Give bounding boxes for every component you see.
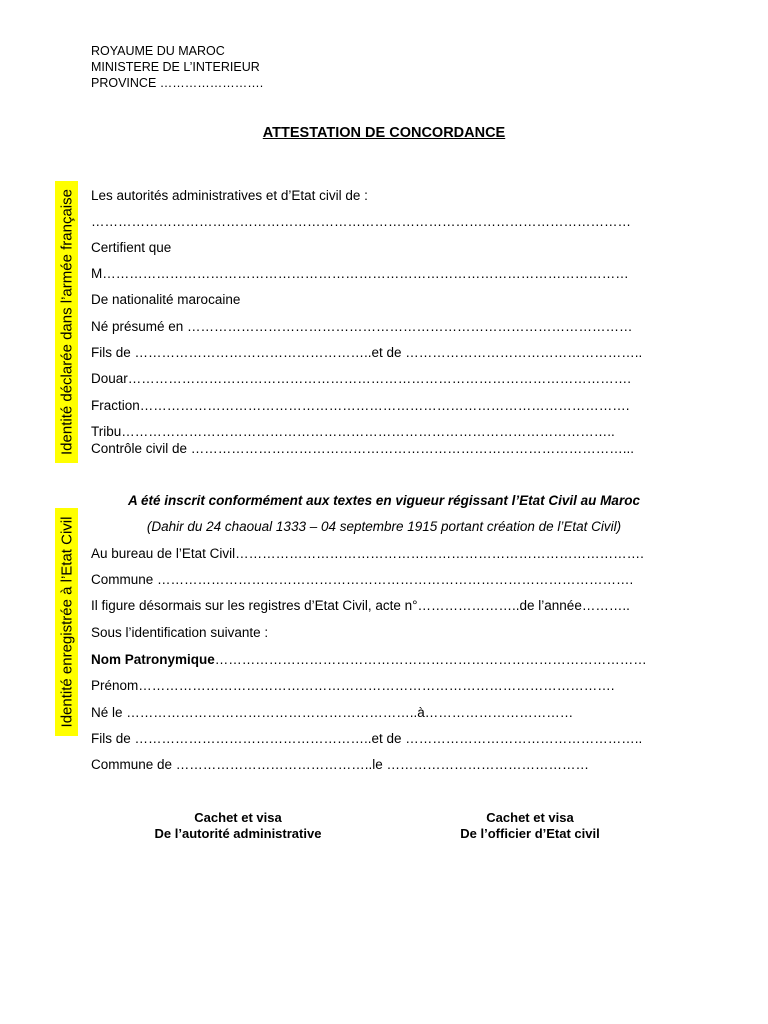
- sidebar-label-top: [55, 181, 78, 463]
- s2-identification-line: Sous l’identification suivante :: [91, 625, 269, 640]
- s2-bureau-line: Au bureau de l’Etat Civil……………………………………………………………………………….: [91, 546, 644, 561]
- s2-intro-subheading: (Dahir du 24 chaoual 1333 – 04 septembre 1915 portant création de l’Etat Civil): [146, 519, 622, 534]
- s2-parents-line: Fils de ……………………………………………..et de ……………………………………………..: [91, 731, 643, 746]
- s2-commune-date-line: Commune de ……………………………………..le ………………………………………: [91, 757, 590, 772]
- header-kingdom: ROYAUME DU MAROC: [91, 44, 225, 58]
- s2-intro-heading: A été inscrit conformément aux textes en vigueur régissant l’Etat Civil au Maroc: [128, 493, 640, 508]
- s2-firstname-line: Prénom…………………………………………………………………………………………….: [91, 678, 615, 693]
- s1-tribe-line: Tribu………………………………………………………………………………………………..: [91, 424, 615, 439]
- s2-birth-line: Né le ………………………………………………………..à……………………………: [91, 705, 574, 720]
- s1-certify-line: Certifient que: [91, 240, 172, 255]
- s1-authorities-line: Les autorités administratives et d’Etat civil de :: [91, 188, 368, 203]
- s1-civil-control-line: Contrôle civil de ……………………………………………………………………………………...: [91, 441, 635, 456]
- s2-surname-label: Nom Patronymique: [91, 652, 215, 667]
- s1-born-line: Né présumé en ………………………………………………………………………………………: [91, 319, 633, 334]
- header-province: PROVINCE …………………….: [91, 76, 264, 90]
- s2-commune-line: Commune …………………………………………………………………………………………….: [91, 572, 634, 587]
- s1-authorities-dots: …………………………………………………………………………………………………………: [91, 214, 631, 229]
- s2-surname-dots: ……………………………………………………………………………………: [214, 652, 647, 667]
- sidebar-top-text: Identité déclarée dans l’armée française: [58, 189, 75, 455]
- sidebar-bottom-text: Identité enregistrée à l’Etat Civil: [58, 516, 75, 728]
- signature-left-line2: De l’autorité administrative: [154, 826, 322, 841]
- s1-nationality-line: De nationalité marocaine: [91, 292, 241, 307]
- s2-registry-line: Il figure désormais sur les registres d’Etat Civil, acte n°…………………..de l’année………..: [91, 598, 630, 613]
- signature-right-line1: Cachet et visa: [486, 810, 574, 825]
- s1-fraction-line: Fraction……………………………………………………………………………………………….: [91, 398, 630, 413]
- s1-douar-line: Douar………………………………………………………………………………………………….: [91, 371, 632, 386]
- header-ministry: MINISTERE DE L’INTERIEUR: [91, 60, 260, 74]
- s1-parents-line: Fils de ……………………………………………..et de ……………………………………………..: [91, 345, 643, 360]
- signature-right: [410, 810, 650, 842]
- header-block: [91, 43, 263, 91]
- s2-surname-line: [91, 652, 647, 668]
- document-title: ATTESTATION DE CONCORDANCE: [262, 125, 506, 141]
- signature-right-line2: De l’officier d’Etat civil: [460, 826, 600, 841]
- s1-name-line: M………………………………………………………………………………………………………: [91, 266, 629, 281]
- signature-left: [118, 810, 358, 842]
- sidebar-label-bottom: [55, 508, 78, 736]
- signature-left-line1: Cachet et visa: [194, 810, 282, 825]
